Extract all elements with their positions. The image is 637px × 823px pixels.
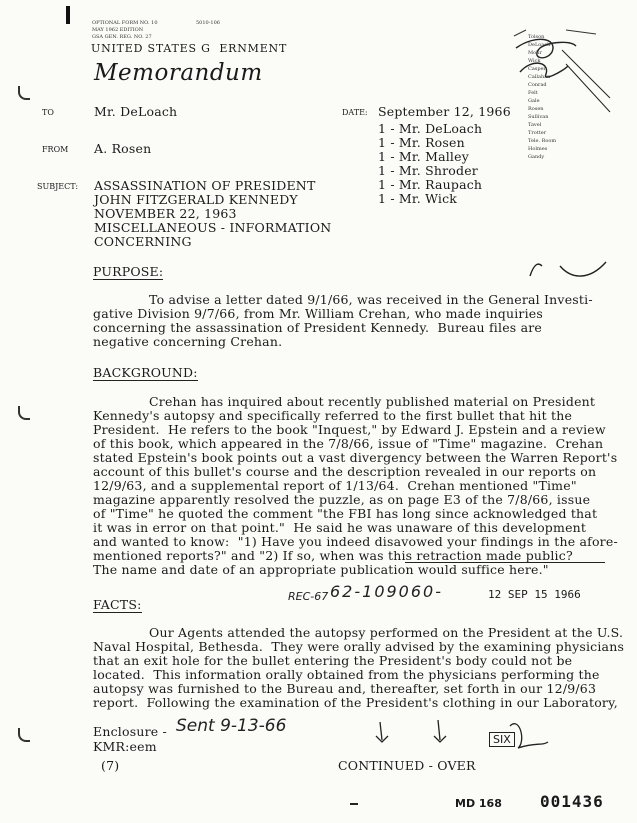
form-header-line-1: OPTIONAL FORM NO. 10 — [92, 20, 158, 26]
initials: KMR:eem — [93, 739, 157, 754]
from-value: A. Rosen — [94, 141, 152, 156]
footer-dash — [350, 803, 358, 805]
body-line: Crehan has inquired about recently published material on President — [149, 394, 596, 409]
routing-name: Trotter — [528, 130, 547, 136]
cc-line: 1 - Mr. DeLoach — [378, 121, 483, 136]
body-line: The name and date of an appropriate publication would suffice here." — [93, 562, 549, 577]
body-line: concerning the assassination of President Kennedy. Bureau files are — [93, 320, 543, 335]
rec-stamp: REC-67 — [288, 590, 329, 603]
margin-mark — [18, 86, 30, 100]
body-line: magazine apparently resolved the puzzle, as on page E3 of the 7/8/66, issue — [93, 492, 591, 507]
memo-date: September 12, 1966 — [378, 104, 511, 119]
continued-over: CONTINUED - OVER — [338, 758, 476, 773]
received-stamp: 12 SEP 15 1966 — [488, 588, 581, 601]
body-line: of this book, which appeared in the 7/8/66, issue of "Time" magazine. Crehan — [93, 436, 604, 451]
routing-name: Tele. Room — [528, 138, 557, 144]
body-line: Naval Hospital, Bethesda. They were orally advised by the examining physicians — [93, 639, 625, 654]
cc-line: 1 - Mr. Malley — [378, 149, 469, 164]
routing-handwriting — [506, 28, 616, 148]
body-line: President. He refers to the book "Inquest," by Edward J. Epstein and a review — [93, 422, 606, 437]
subject-line: MISCELLANEOUS - INFORMATION — [94, 220, 332, 235]
subject-line: ASSASSINATION OF PRESIDENT — [94, 178, 316, 193]
date-label: DATE: — [342, 108, 368, 117]
background-heading: BACKGROUND: — [93, 365, 198, 380]
body-line: it was in error on that point." He said he was unaware of this development — [93, 520, 587, 535]
form-number: 5010-106 — [196, 20, 220, 26]
body-line: stated Epstein's book points out a vast divergency between the Warren Report's — [93, 450, 618, 465]
routing-name: Gandy — [528, 154, 545, 160]
cc-line: 1 - Mr. Raupach — [378, 177, 483, 192]
handwritten-arrows — [350, 712, 550, 762]
margin-mark — [18, 728, 30, 742]
md-number: MD 168 — [455, 797, 502, 810]
six-stamp: SIX — [489, 732, 515, 747]
subject-line: CONCERNING — [94, 234, 192, 249]
body-line: report. Following the examination of the President's clothing in our Laboratory, — [93, 695, 618, 710]
corner-mark — [66, 6, 70, 24]
to-label: TO — [42, 108, 54, 117]
cc-line: 1 - Mr. Wick — [378, 191, 458, 206]
body-line: account of this bullet's course and the description revealed in our reports on — [93, 464, 597, 479]
routing-name: Wick — [528, 58, 541, 64]
routing-name: Conrad — [528, 82, 547, 88]
routing-name: Sullivan — [528, 114, 549, 120]
file-number: 62-109060- — [330, 582, 443, 601]
cc-line: 1 - Mr. Rosen — [378, 135, 465, 150]
body-line: mentioned reports?" and "2) If so, when was this retraction made public? — [93, 548, 573, 563]
subject-line: NOVEMBER 22, 1963 — [94, 206, 237, 221]
margin-scribble — [520, 236, 610, 286]
handwritten-underline — [405, 562, 605, 563]
routing-name: Gale — [528, 98, 540, 104]
form-header-line-2: MAY 1962 EDITION — [92, 27, 144, 33]
body-line: gative Division 9/7/66, from Mr. William Crehan, who made inquiries — [93, 306, 543, 321]
subject-label: SUBJECT: — [37, 182, 79, 191]
routing-name: Callahan — [528, 74, 551, 80]
body-line: and wanted to know: "1) Have you indeed disavowed your findings in the afore- — [93, 534, 618, 549]
body-line: located. This information orally obtained from the physicians performing the — [93, 667, 600, 682]
enclosure: Enclosure - — [93, 724, 167, 739]
routing-name: Felt — [528, 90, 538, 96]
handwritten-sent-date: Sent 9-13-66 — [176, 716, 287, 736]
purpose-heading: PURPOSE: — [93, 264, 164, 279]
agency-name: UNITED STATES G ERNMENT — [91, 42, 288, 55]
margin-mark — [18, 406, 30, 420]
routing-name: Tavel — [528, 122, 542, 128]
to-value: Mr. DeLoach — [94, 104, 178, 119]
routing-name: DeLoach — [528, 42, 551, 48]
facts-heading: FACTS: — [93, 597, 142, 612]
body-line: To advise a letter dated 9/1/66, was received in the General Investi- — [149, 292, 593, 307]
body-line: of "Time" he quoted the comment "the FBI has long since acknowledged that — [93, 506, 598, 521]
routing-name: Holmes — [528, 146, 548, 152]
form-header-line-3: GSA GEN. REG. NO. 27 — [92, 34, 152, 40]
cc-line: 1 - Mr. Shroder — [378, 163, 478, 178]
body-line: autopsy was furnished to the Bureau and, thereafter, set forth in our 12/9/63 — [93, 681, 597, 696]
routing-name: Rosen — [528, 106, 544, 112]
document-number: 001436 — [540, 792, 604, 811]
body-line: 12/9/63, and a supplemental report of 1/13/64. Crehan mentioned "Time" — [93, 478, 577, 493]
routing-name: Tolson — [528, 34, 545, 40]
from-label: FROM — [42, 145, 69, 154]
copy-count: (7) — [101, 758, 120, 773]
subject-line: JOHN FITZGERALD KENNEDY — [94, 192, 298, 207]
body-line: Kennedy's autopsy and specifically referred to the first bullet that hit the — [93, 408, 573, 423]
routing-name: Mohr — [528, 50, 542, 56]
routing-name: Casper — [528, 66, 546, 72]
body-line: Our Agents attended the autopsy performed on the President at the U.S. — [149, 625, 624, 640]
body-line: that an exit hole for the bullet entering the President's body could not be — [93, 653, 573, 668]
memo-title: Memorandum — [94, 60, 263, 86]
body-line: negative concerning Crehan. — [93, 334, 283, 349]
